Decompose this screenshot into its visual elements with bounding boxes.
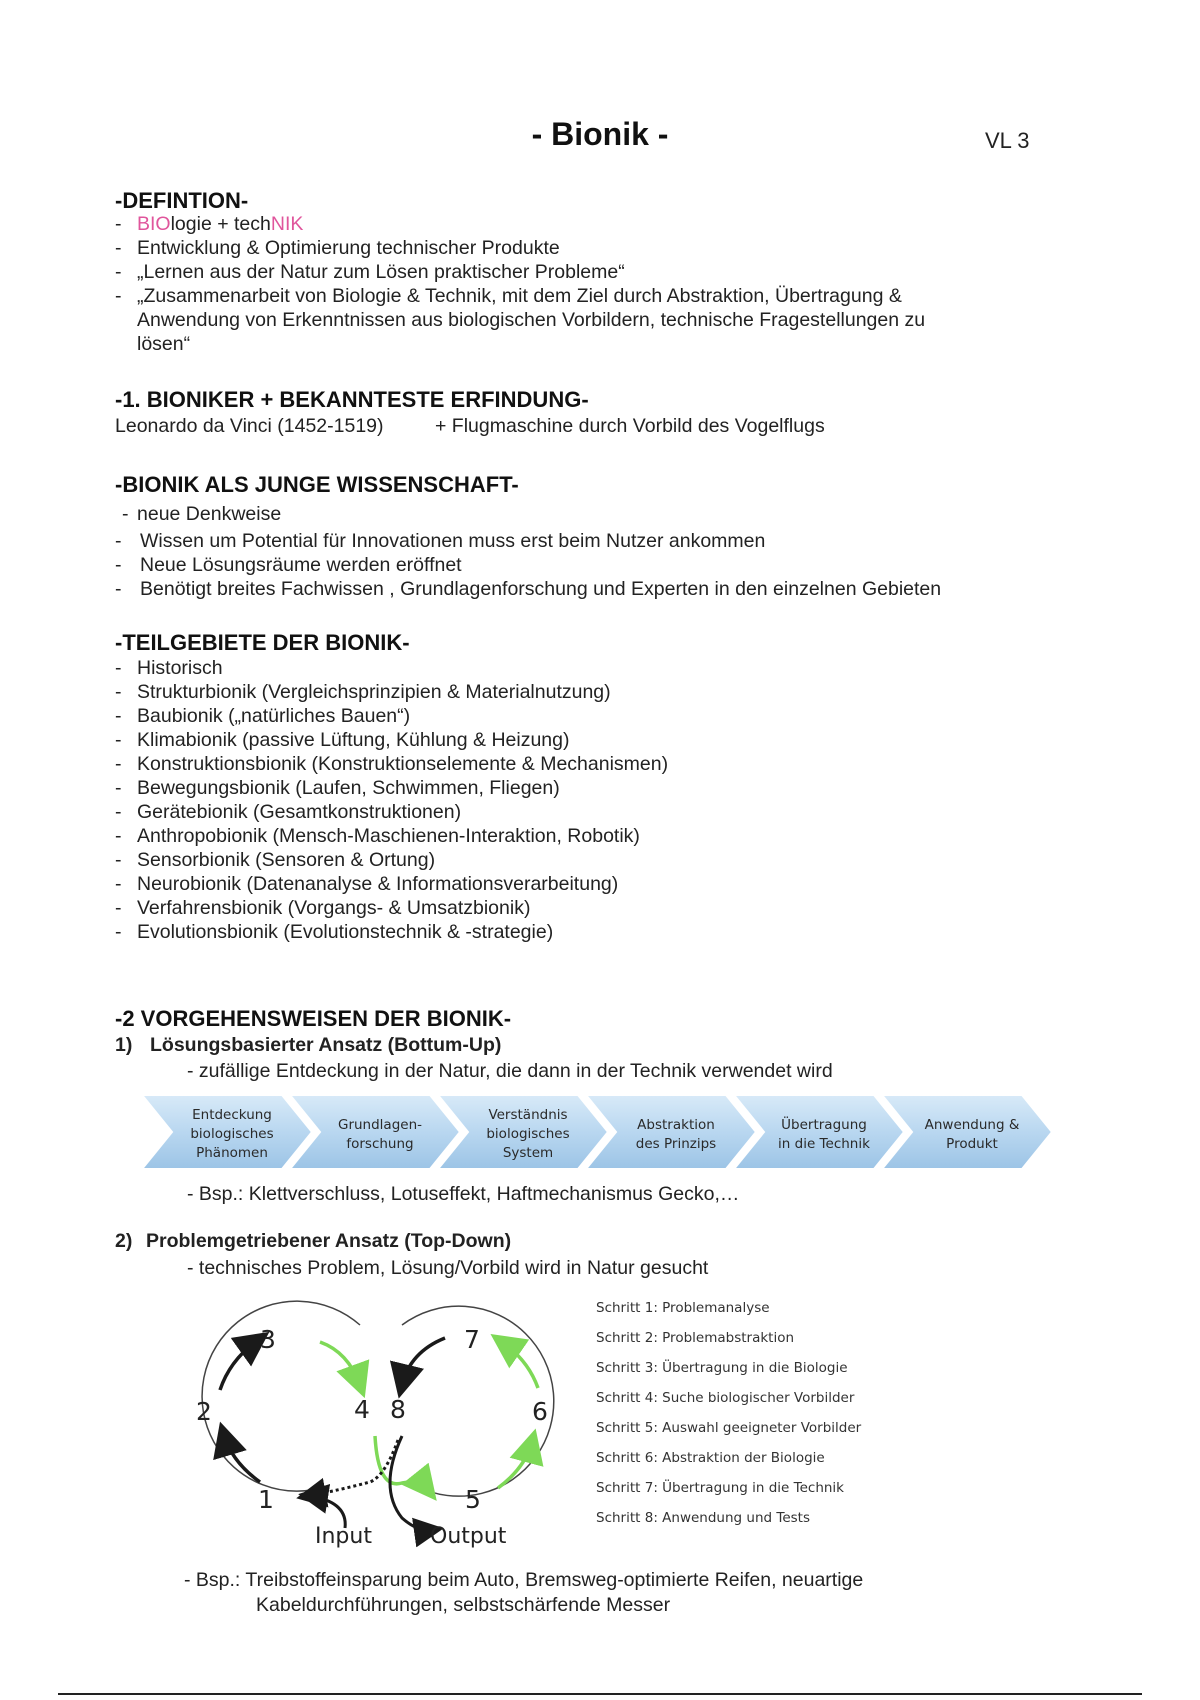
approach-number: 1) [115, 1034, 133, 1056]
svg-text:biologisches: biologisches [486, 1126, 570, 1142]
list-item: - Konstruktionsbionik (Konstruktionselemente & Mechanismen) [115, 753, 669, 775]
first-bioniker-heading: -1. BIONIKER + BEKANNTESTE ERFINDUNG- [115, 387, 589, 412]
arrow-7-to-8 [402, 1338, 445, 1385]
list-item: - Sensorbionik (Sensoren & Ortung) [115, 849, 436, 871]
step-item: Schritt 3: Übertragung in die Biologie [596, 1360, 848, 1376]
cycle-input-label: Input [315, 1524, 372, 1549]
top-down-cycle-diagram [180, 1290, 580, 1550]
list-item: - Klimabionik (passive Lüftung, Kühlung & Heizung) [115, 729, 570, 751]
step-item: Schritt 4: Suche biologischer Vorbilder [596, 1390, 855, 1406]
chevron-step-6 [882, 1095, 1052, 1169]
svg-text:Verständnis: Verständnis [488, 1107, 568, 1123]
word-part-middle: logie + tech [170, 213, 271, 235]
list-item: - Verfahrensbionik (Vorgangs- & Umsatzbionik) [115, 897, 531, 919]
svg-text:Anwendung &: Anwendung & [924, 1117, 1020, 1133]
list-item-continuation: Anwendung von Erkenntnissen aus biologischen Vorbildern, technische Fragestellungen zu [137, 309, 926, 331]
svg-text:Abstraktion: Abstraktion [637, 1117, 715, 1133]
svg-text:biologisches: biologisches [190, 1126, 274, 1142]
list-item-continuation: lösen“ [137, 333, 191, 355]
cycle-number-1: 1 [258, 1485, 274, 1514]
arrow-6-to-7 [502, 1342, 538, 1388]
list-item: - Entwicklung & Optimierung technischer Produkte [115, 237, 560, 259]
list-item: - Neue Lösungsräume werden eröffnet [115, 554, 462, 576]
svg-text:Entdeckung: Entdeckung [192, 1107, 272, 1123]
cycle-number-7: 7 [464, 1325, 480, 1354]
approach-number: 2) [115, 1230, 133, 1252]
top-down-examples-line1: - Bsp.: Treibstoffeinsparung beim Auto, Bremsweg-optimierte Reifen, neuartige [184, 1569, 864, 1591]
list-item: - Gerätebionik (Gesamtkonstruktionen) [115, 801, 462, 823]
list-item: - Historisch [115, 657, 223, 679]
list-item: - „Zusammenarbeit von Biologie & Technik, mit dem Ziel durch Abstraktion, Übertragung & [115, 285, 902, 307]
svg-text:Übertragung: Übertragung [781, 1117, 867, 1133]
list-item: - Neurobionik (Datenanalyse & Informationsverarbeitung) [115, 873, 619, 895]
svg-text:des Prinzips: des Prinzips [635, 1136, 717, 1152]
definition-word-origin: - BIOlogie + techNIK [115, 213, 304, 235]
cycle-number-4: 4 [354, 1395, 370, 1424]
left-cycle-outline [202, 1301, 360, 1491]
svg-text:Grundlagen-: Grundlagen- [337, 1117, 423, 1133]
subfields-heading: -TEILGEBIETE DER BIONIK- [115, 630, 410, 655]
step-item: Schritt 5: Auswahl geeigneter Vorbilder [596, 1420, 862, 1436]
chevron-step-3 [438, 1095, 608, 1169]
page-title: - Bionik - [531, 116, 669, 152]
step-item: Schritt 8: Anwendung und Tests [596, 1510, 810, 1526]
svg-text:Phänomen: Phänomen [196, 1145, 268, 1161]
word-part-bio: BIO [137, 213, 171, 235]
top-down-examples-line2: Kabeldurchführungen, selbstschärfende Messer [256, 1594, 671, 1616]
list-item: - Strukturbionik (Vergleichsprinzipien & Materialnutzung) [115, 681, 611, 703]
step-item: Schritt 1: Problemanalyse [596, 1300, 770, 1316]
top-down-title: Problemgetriebener Ansatz (Top-Down) [146, 1230, 512, 1252]
top-down-description: - technisches Problem, Lösung/Vorbild wird in Natur gesucht [187, 1257, 709, 1279]
cycle-number-6: 6 [532, 1397, 548, 1426]
list-item: - Baubionik („natürliches Bauen“) [115, 705, 411, 727]
cycle-number-8: 8 [390, 1395, 406, 1424]
list-item: - Bewegungsbionik (Laufen, Schwimmen, Fliegen) [115, 777, 560, 799]
bioniker-invention: + Flugmaschine durch Vorbild des Vogelflugs [435, 415, 825, 437]
bottom-up-process-diagram [140, 1093, 1060, 1171]
bottom-up-description: - zufällige Entdeckung in der Natur, die dann in der Technik verwendet wird [187, 1060, 833, 1082]
arrow-1-to-2 [224, 1435, 260, 1482]
list-item: - Wissen um Potential für Innovationen muss erst beim Nutzer ankommen [115, 530, 766, 552]
chevron-step-5 [734, 1095, 904, 1169]
cycle-output-label: Output [430, 1524, 507, 1549]
chevron-step-2 [290, 1095, 460, 1169]
arrow-2-to-3 [220, 1340, 258, 1390]
bottom-up-title: Lösungsbasierter Ansatz (Bottum-Up) [150, 1034, 502, 1056]
svg-text:System: System [502, 1145, 554, 1161]
svg-text:in die Technik: in die Technik [778, 1136, 870, 1152]
list-item: - neue Denkweise [122, 503, 282, 525]
chevron-step-4 [586, 1095, 756, 1169]
list-item: - „Lernen aus der Natur zum Lösen praktischer Probleme“ [115, 261, 625, 283]
chevron-step-1 [142, 1095, 312, 1169]
list-item: - Benötigt breites Fachwissen , Grundlagenforschung und Experten in den einzelnen Gebieten [115, 578, 942, 600]
approaches-heading: -2 VORGEHENSWEISEN DER BIONIK- [115, 1006, 512, 1031]
list-item: - Anthropobionik (Mensch-Maschienen-Interaktion, Robotik) [115, 825, 640, 847]
cycle-number-2: 2 [196, 1397, 212, 1426]
definition-heading: -DEFINTION- [115, 188, 249, 213]
svg-text:forschung: forschung [346, 1136, 414, 1152]
list-item: - Evolutionsbionik (Evolutionstechnik & -strategie) [115, 921, 554, 943]
word-part-nik: NIK [270, 213, 304, 235]
svg-text:Produkt: Produkt [946, 1136, 998, 1152]
young-science-heading: -BIONIK ALS JUNGE WISSENSCHAFT- [115, 472, 519, 497]
arrow-3-to-4 [320, 1342, 360, 1385]
step-item: Schritt 7: Übertragung in die Technik [596, 1480, 844, 1496]
bottom-divider [58, 1693, 1142, 1695]
arrow-4-to-5 [375, 1436, 428, 1490]
bottom-up-examples: - Bsp.: Klettverschluss, Lotuseffekt, Haftmechanismus Gecko,… [187, 1183, 740, 1205]
cycle-number-5: 5 [465, 1485, 481, 1514]
arrow-5-to-6 [498, 1442, 532, 1488]
step-item: Schritt 2: Problemabstraktion [596, 1330, 795, 1346]
bioniker-person: Leonardo da Vinci (1452-1519) [115, 415, 384, 437]
lecture-number: VL 3 [985, 128, 1030, 153]
cycle-number-3: 3 [260, 1325, 276, 1354]
step-item: Schritt 6: Abstraktion der Biologie [596, 1450, 825, 1466]
